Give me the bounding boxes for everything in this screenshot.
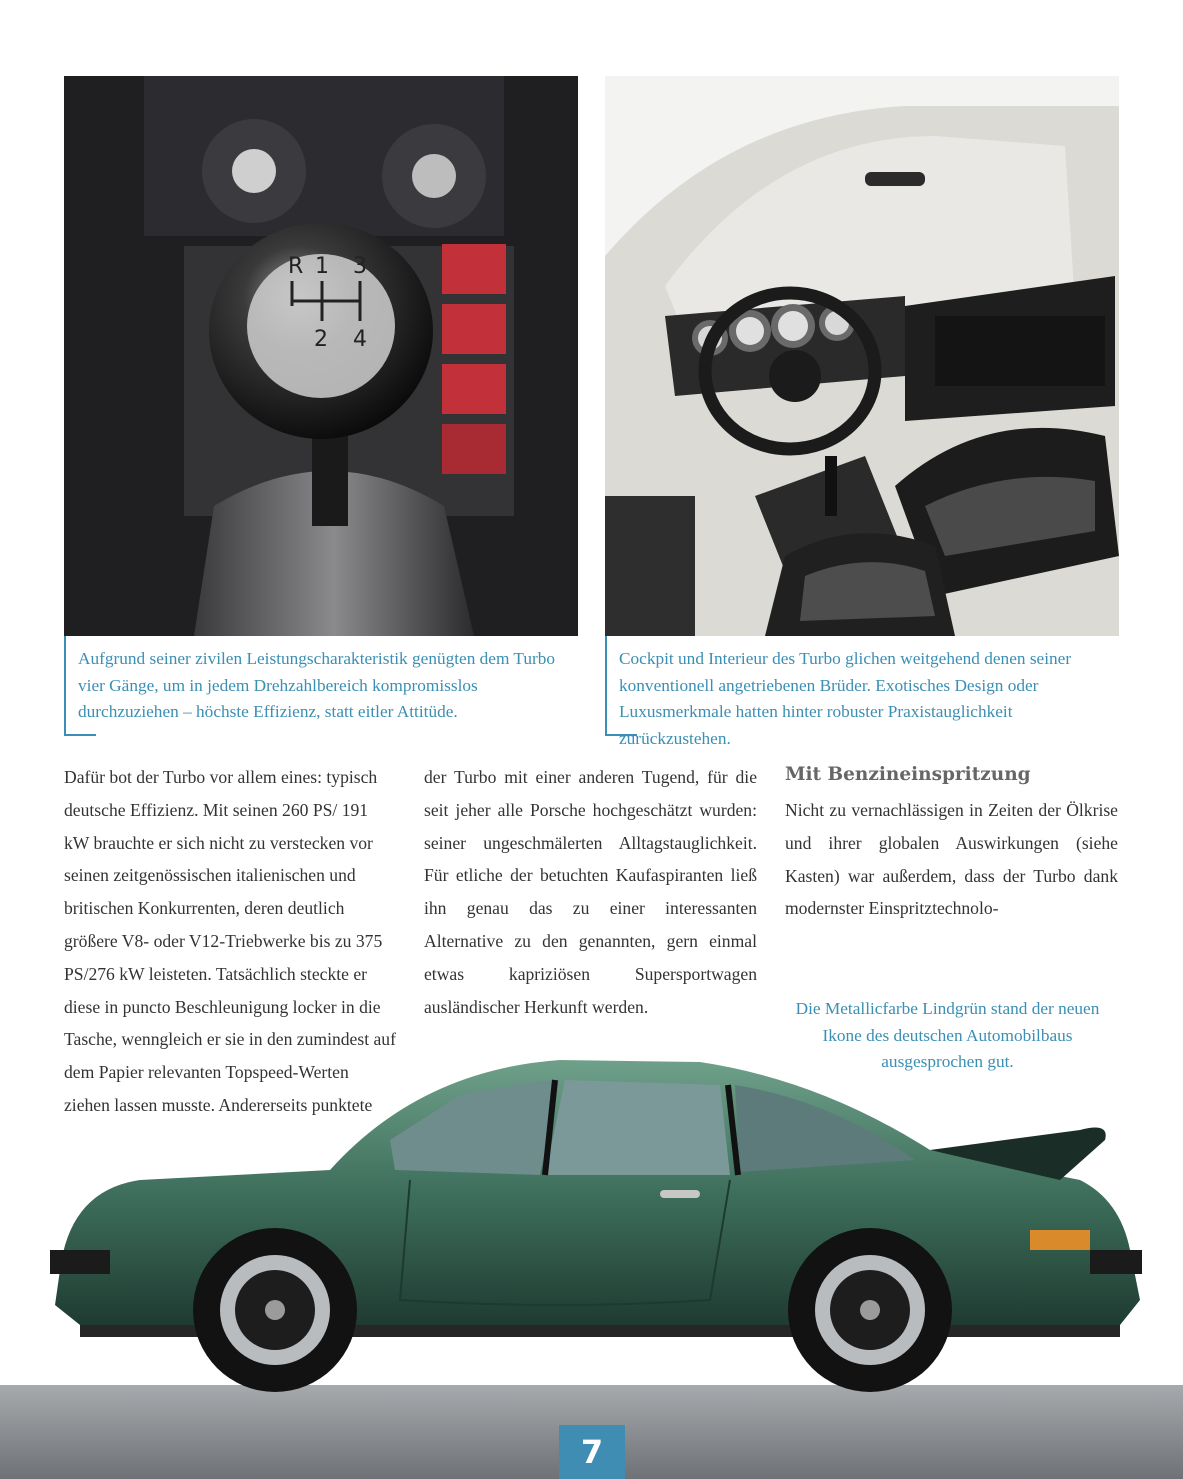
car-caption: Die Metallicfarbe Lindgrün stand der neuen Ikone des deutschen Automobilbaus ausgesprochen gut. (795, 999, 1100, 1071)
knob-label-1: 1 (315, 254, 329, 279)
caption-rule (605, 636, 607, 736)
column-3-text: Nicht zu vernachlässigen in Zeiten der Ölkrise und ihrer globalen Auswirkungen (siehe Kasten) war außerdem, dass der Turbo dank modernster Einspritztechnolo- (785, 800, 1118, 919)
caption-rule (64, 734, 96, 736)
knob-label-4: 4 (353, 327, 367, 352)
cockpit-caption: Cockpit und Interieur des Turbo glichen weitgehend denen seiner konventionell angetriebenen Brüder. Exotisches Design oder Luxusmerkmale hatten hinter robuster Praxistauglichkeit zurückzustehen. (619, 649, 1072, 748)
caption-rule (64, 636, 66, 736)
gear-knob-photo (64, 76, 578, 636)
page-number: 7 (559, 1425, 625, 1479)
knob-label-2: 2 (314, 327, 328, 352)
column-2-text: der Turbo mit einer anderen Tugend, für die seit jeher alle Porsche hochgeschätzt wurden: seiner ungeschmälerten Alltagstauglichkeit. Für etliche der betuchten Kaufaspiranten ließ ihn genau das zu einer interessanten Alternative zu den genannten, gern einmal etwas kapriziösen Supersportwagen ausländischer Herkunft werden. (424, 767, 757, 1017)
gear-knob-caption: Aufgrund seiner zivilen Leistungscharakteristik genügten dem Turbo vier Gänge, um in jedem Drehzahlbereich kompromisslos durchzuziehen – höchste Effizienz, statt eitler Attitüde. (78, 649, 556, 721)
knob-label-r: R (288, 254, 304, 279)
column-1-text: Dafür bot der Turbo vor allem eines: typisch deutsche Effizienz. Mit seinen 260 PS/ 191 kW brauchte er sich nicht zu verstecken vor seinen zeitgenössischen italienischen und britischen Konkurrenten, deren deutlich größere V8- oder V12-Triebwerke bis zu 375 PS/276 kW leisteten. Tatsächlich steckte er diese in puncto Beschleunigung locker in die Tasche, wenngleich er sie in den zumindest auf dem Papier relevanten Topspeed-Werten ziehen lassen musste. Andererseits punktete (64, 767, 396, 1115)
knob-label-3: 3 (353, 254, 367, 279)
porsche-turbo-photo (0, 1040, 1183, 1479)
section-heading: Mit Benzineinspritzung (785, 764, 1031, 785)
cockpit-photo (605, 76, 1119, 636)
text-column-2 (424, 761, 757, 1023)
text-column-3 (785, 794, 1118, 925)
